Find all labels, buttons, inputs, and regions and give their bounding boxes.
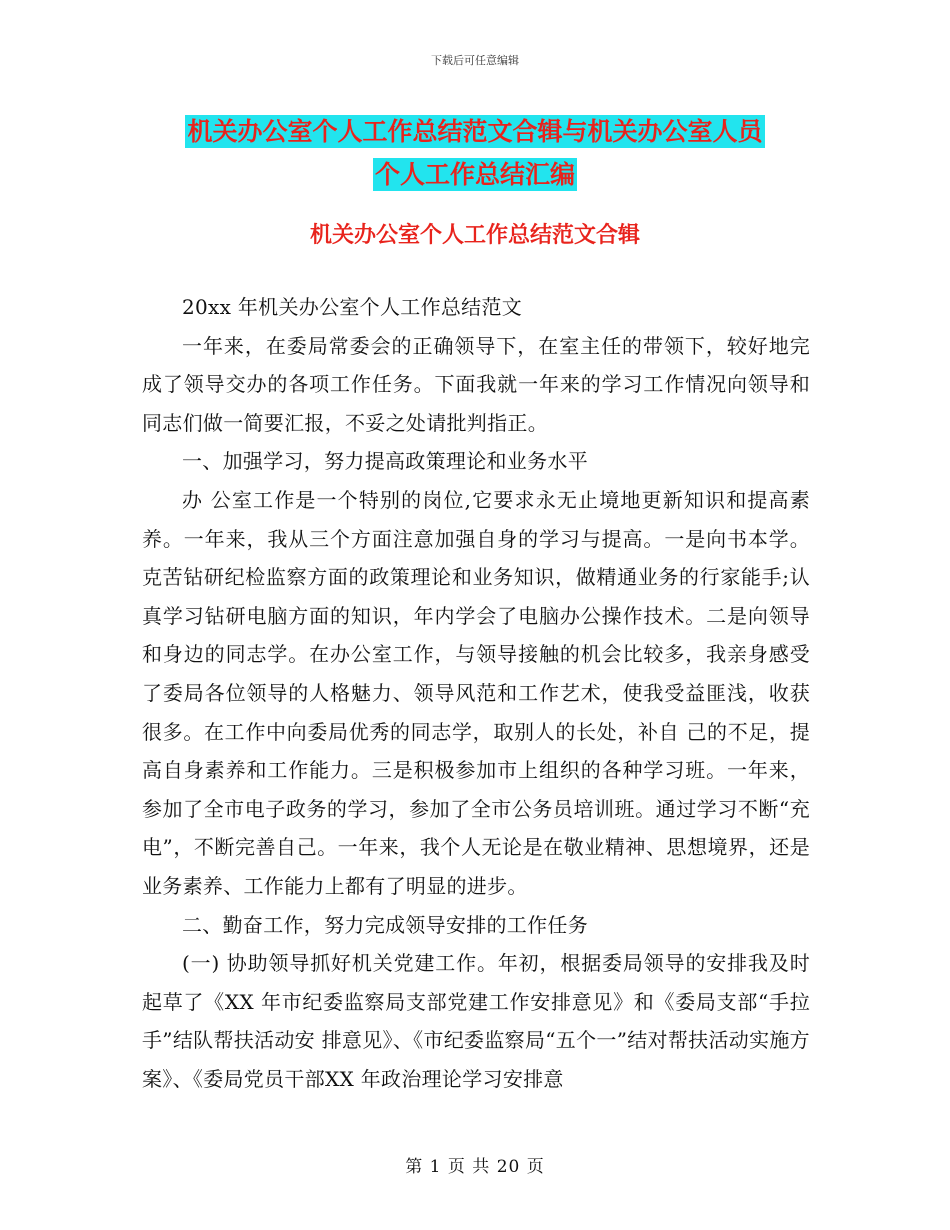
paragraph-heading-1: 一、加强学习，努力提高政策理论和业务水平 [182, 449, 588, 474]
paragraph-party-building: (一) 协助领导抓好机关党建工作。年初，根据委局领导的安排我及时起草了《XX 年市纪委监察局支部党建工作安排意见》和《委局支部“手拉手”结队帮扶活动安 排意见》、《市纪委监察局“五个一”结对帮扶活动实施方案》、《委局党员干部XX 年政治理论学习安排意 [142, 951, 810, 1091]
paragraph-study: 办 公室工作是一个特别的岗位,它要求永无止境地更新知识和提高素养。一年来，我从三个方面注意加强自身的学习与提高。一是向书本学。克苦钻研纪检监察方面的政策理论和业务知识，做精通业务的行家能手;认真学习钻研电脑方面的知识，年内学会了电脑办公操作技术。二是向领导和身边的同志学。在办公室工作，与领导接触的机会比较多，我亲身感受了委局各位领导的人格魅力、领导风范和工作艺术，使我受益匪浅，收获很多。在工作中向委局优秀的同志学，取别人的长处，补自 己的不足，提高自身素养和工作能力。三是积极参加市上组织的各种学习班。一年来，参加了全市电子政务的学习，参加了全市公务员培训班。通过学习不断“充 电”，不断完善自己。一年来，我个人无论是在敬业精神、思想境界，还是业务素养、工作能力上都有了明显的进步。 [142, 487, 810, 898]
paragraph-heading-2: 二、勤奋工作，努力完成领导安排的工作任务 [182, 912, 588, 937]
paragraph-subtitle: 20xx 年机关办公室个人工作总结范文 [182, 295, 523, 319]
header-note: 下载后可任意编辑 [431, 54, 519, 67]
document-title-line2-text: 个人工作总结汇编 [374, 160, 575, 189]
page-footer: 第 1 页 共 20 页 [405, 1157, 545, 1177]
document-title-line1-text: 机关办公室个人工作总结范文合辑与机关办公室人员 [187, 117, 763, 146]
document-title-line2 [0, 153, 950, 197]
paragraph-intro: 一年来，在委局常委会的正确领导下，在室主任的带领下，较好地完成了领导交办的各项工作任务。下面我就一年来的学习工作情况向领导和同志们做一简要汇报，不妥之处请批判指正。 [142, 333, 810, 435]
document-title-line1 [0, 110, 950, 154]
document-body [142, 288, 810, 1098]
section-title: 机关办公室个人工作总结范文合辑 [309, 223, 640, 248]
